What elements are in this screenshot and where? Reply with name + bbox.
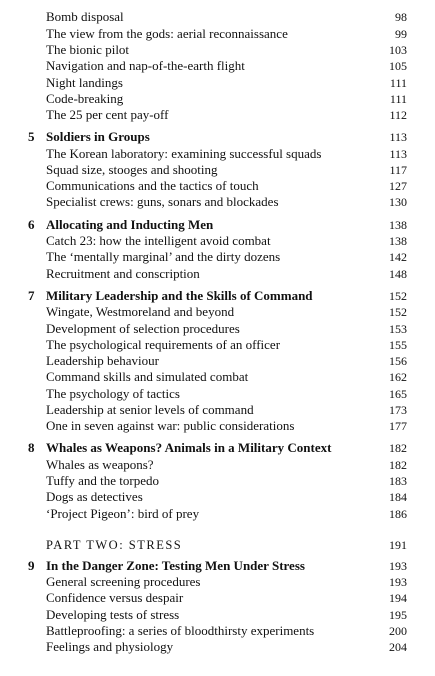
section-entry xyxy=(0,488,435,506)
entry-page-number: 200 xyxy=(389,624,407,638)
chapter-entry xyxy=(0,128,435,146)
section-entry xyxy=(0,417,435,435)
entry-title: The ‘mentally marginal’ and the dirty dozens xyxy=(46,249,281,264)
entry-title: The psychological requirements of an officer xyxy=(46,337,281,352)
entry-page-number: 152 xyxy=(389,305,407,319)
entry-title: Tuffy and the torpedo xyxy=(46,473,160,488)
entry-page-number: 111 xyxy=(389,76,407,90)
entry-title: Feelings and physiology xyxy=(46,639,174,654)
entry-title: ‘Project Pigeon’: bird of prey xyxy=(46,506,200,521)
entry-title: General screening procedures xyxy=(46,574,201,589)
entry-title: Allocating and Inducting Men xyxy=(46,217,214,232)
entry-title: Development of selection procedures xyxy=(46,321,240,336)
entry-title: Soldiers in Groups xyxy=(46,129,150,144)
entry-page-number: 186 xyxy=(389,507,407,521)
entry-page-number: 194 xyxy=(389,591,407,605)
entry-title: Catch 23: how the intelligent avoid combat xyxy=(46,233,271,248)
entry-page-number: 182 xyxy=(389,458,407,472)
entry-page-number: 112 xyxy=(389,108,407,122)
entry-title: Squad size, stooges and shooting xyxy=(46,162,218,177)
entry-title: Whales as weapons? xyxy=(46,457,154,472)
entry-page-number: 99 xyxy=(395,27,407,41)
entry-page-number: 183 xyxy=(389,474,407,488)
section-entry xyxy=(0,303,435,321)
entry-title: The Korean laboratory: examining successful squads xyxy=(46,146,322,161)
entry-page-number: 152 xyxy=(389,289,407,303)
chapter-number: 8 xyxy=(28,440,35,455)
entry-page-number: 98 xyxy=(395,10,407,24)
entry-title: Developing tests of stress xyxy=(46,607,180,622)
section-entry xyxy=(0,248,435,266)
entry-page-number: 155 xyxy=(389,338,407,352)
section-entry xyxy=(0,368,435,386)
entry-page-number: 162 xyxy=(389,370,407,384)
section-entry xyxy=(0,638,435,656)
entry-page-number: 105 xyxy=(389,59,407,73)
section-entry xyxy=(0,8,435,26)
entry-page-number: 165 xyxy=(389,387,407,401)
entry-page-number: 173 xyxy=(389,403,407,417)
entry-page-number: 111 xyxy=(389,92,407,106)
entry-title: One in seven against war: public considerations xyxy=(46,418,295,433)
entry-page-number: 148 xyxy=(389,267,407,281)
entry-page-number: 195 xyxy=(389,608,407,622)
entry-title: Whales as Weapons? Animals in a Military Context xyxy=(46,440,332,455)
entry-title: Leadership behaviour xyxy=(46,353,159,368)
entry-page-number: 103 xyxy=(389,43,407,57)
section-entry xyxy=(0,193,435,211)
entry-page-number: 138 xyxy=(389,218,407,232)
entry-page-number: 193 xyxy=(389,559,407,573)
entry-title: Recruitment and conscription xyxy=(46,266,200,281)
entry-title: Dogs as detectives xyxy=(46,489,143,504)
chapter-number: 9 xyxy=(28,558,35,573)
section-entry xyxy=(0,505,435,523)
entry-title: In the Danger Zone: Testing Men Under Stress xyxy=(46,558,305,573)
entry-page-number: 191 xyxy=(389,538,407,552)
entry-title: Confidence versus despair xyxy=(46,590,184,605)
entry-title: The bionic pilot xyxy=(46,42,130,57)
chapter-number: 6 xyxy=(28,217,35,232)
entry-page-number: 138 xyxy=(389,234,407,248)
entry-title: Specialist crews: guns, sonars and blockades xyxy=(46,194,279,209)
entry-page-number: 182 xyxy=(389,441,407,455)
entry-page-number: 153 xyxy=(389,322,407,336)
entry-title: Wingate, Westmoreland and beyond xyxy=(46,304,235,319)
entry-title: The psychology of tactics xyxy=(46,386,180,401)
section-entry xyxy=(0,106,435,124)
section-entry xyxy=(0,589,435,607)
entry-page-number: 117 xyxy=(389,163,407,177)
chapter-entry xyxy=(0,439,435,457)
entry-title: Code-breaking xyxy=(46,91,124,106)
entry-title: Command skills and simulated combat xyxy=(46,369,249,384)
chapter-number: 7 xyxy=(28,288,35,303)
entry-page-number: 177 xyxy=(389,419,407,433)
entry-title: Battleproofing: a series of bloodthirsty experiments xyxy=(46,623,315,638)
entry-title: PART TWO: STRESS xyxy=(46,538,183,552)
entry-page-number: 113 xyxy=(389,130,407,144)
entry-page-number: 204 xyxy=(389,640,407,654)
section-entry xyxy=(0,57,435,75)
entry-title: The 25 per cent pay-off xyxy=(46,107,169,122)
section-entry xyxy=(0,265,435,283)
entry-page-number: 184 xyxy=(389,490,407,504)
entry-title: Leadership at senior levels of command xyxy=(46,402,254,417)
entry-title: Military Leadership and the Skills of Command xyxy=(46,288,313,303)
entry-title: Communications and the tactics of touch xyxy=(46,178,259,193)
entry-title: Navigation and nap-of-the-earth flight xyxy=(46,58,245,73)
part-heading xyxy=(0,536,435,554)
entry-page-number: 130 xyxy=(389,195,407,209)
entry-title: Night landings xyxy=(46,75,123,90)
entry-page-number: 113 xyxy=(389,147,407,161)
entry-page-number: 127 xyxy=(389,179,407,193)
entry-title: Bomb disposal xyxy=(46,9,124,24)
entry-page-number: 156 xyxy=(389,354,407,368)
entry-page-number: 193 xyxy=(389,575,407,589)
entry-page-number: 142 xyxy=(389,250,407,264)
chapter-number: 5 xyxy=(28,129,35,144)
entry-title: The view from the gods: aerial reconnaissance xyxy=(46,26,288,41)
